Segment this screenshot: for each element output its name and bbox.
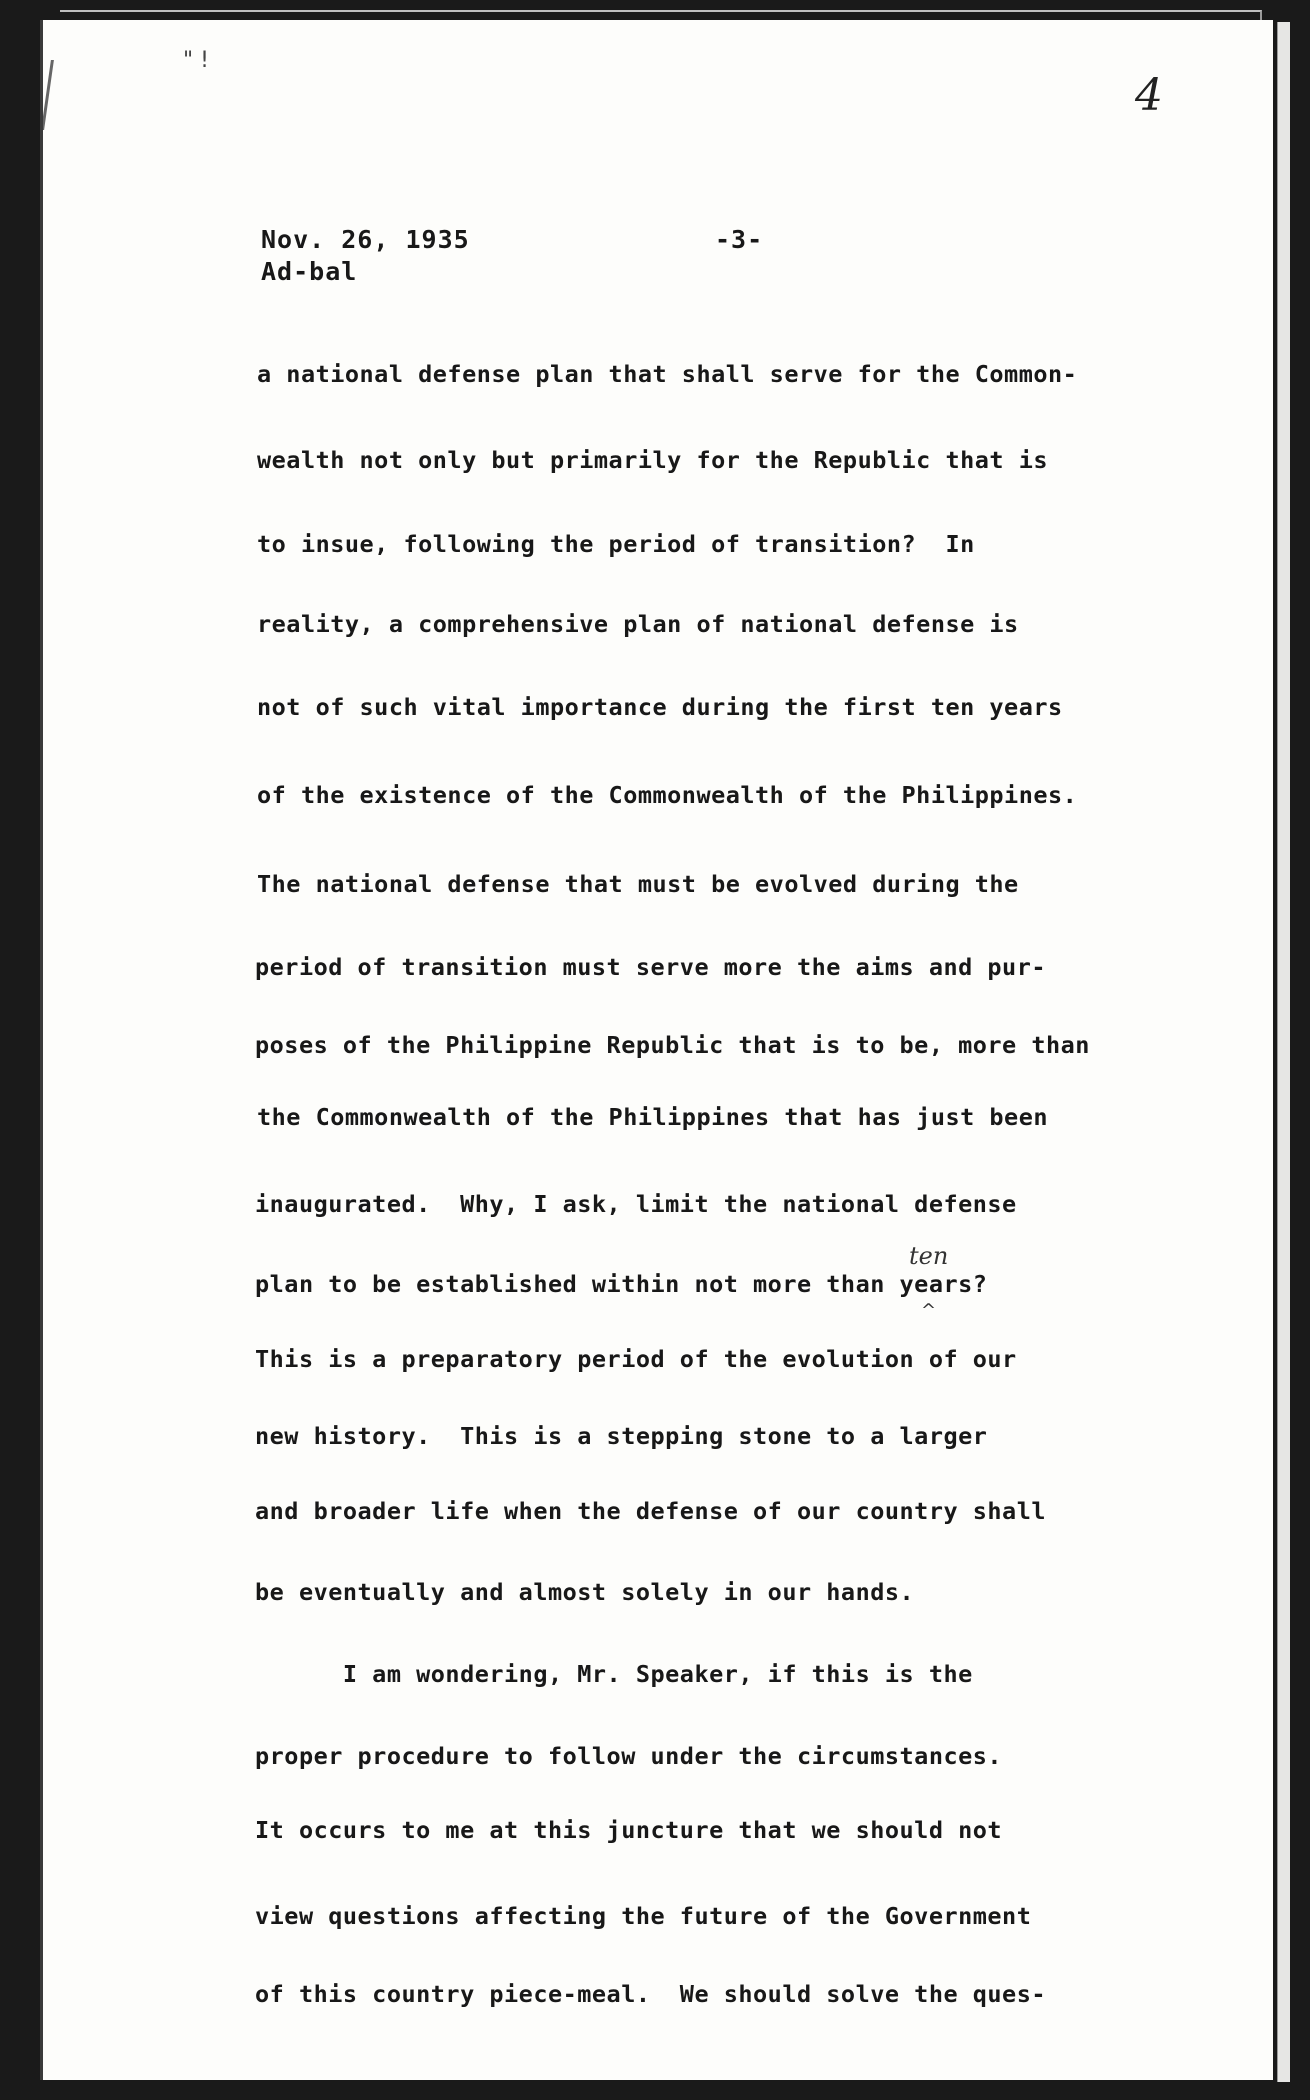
body-line: new history. This is a stepping stone to a larger <box>255 1422 988 1450</box>
body-line: period of transition must serve more the aims and pur- <box>255 953 1047 981</box>
body-line: poses of the Philippine Republic that is to be, more than <box>255 1031 1090 1059</box>
header-date: Nov. 26, 1935 <box>261 225 470 254</box>
body-line: This is a preparatory period of the evolution of our <box>255 1345 1017 1373</box>
handwritten-insertion: ten <box>909 1242 949 1270</box>
header-initials: Ad-bal <box>261 257 358 286</box>
body-line: not of such vital importance during the first ten years <box>257 693 1063 721</box>
header-page-label: -3- <box>715 225 764 254</box>
body-line: of the existence of the Commonwealth of the Philippines. <box>257 781 1078 809</box>
body-line: and broader life when the defense of our country shall <box>255 1497 1047 1525</box>
body-line: a national defense plan that shall serve for the Common- <box>257 360 1078 388</box>
body-line: to insue, following the period of transition? In <box>257 530 975 558</box>
body-line: the Commonwealth of the Philippines that has just been <box>257 1103 1049 1131</box>
margin-scribble <box>41 60 78 130</box>
body-line: The national defense that must be evolved during the <box>257 870 1019 898</box>
margin-tick-marks: " ! <box>183 48 209 73</box>
body-line: wealth not only but primarily for the Republic that is <box>257 446 1049 474</box>
body-line: reality, a comprehensive plan of national defense is <box>257 610 1019 638</box>
insertion-caret: ^ <box>921 1300 937 1321</box>
body-line: proper procedure to follow under the circumstances. <box>255 1742 1003 1770</box>
page-edge-right <box>1277 22 1290 2082</box>
document-page <box>40 20 1273 2080</box>
body-line: of this country piece-meal. We should solve the ques- <box>255 1980 1047 2008</box>
body-line: I am wondering, Mr. Speaker, if this is the <box>255 1660 973 1688</box>
body-line: inaugurated. Why, I ask, limit the national defense <box>255 1190 1017 1218</box>
body-line: view questions affecting the future of the Government <box>255 1902 1032 1930</box>
body-line: plan to be established within not more than years? <box>255 1270 988 1298</box>
body-line: be eventually and almost solely in our hands. <box>255 1578 915 1606</box>
body-line: It occurs to me at this juncture that we should not <box>255 1816 1003 1844</box>
handwritten-page-number: 4 <box>1135 70 1163 121</box>
